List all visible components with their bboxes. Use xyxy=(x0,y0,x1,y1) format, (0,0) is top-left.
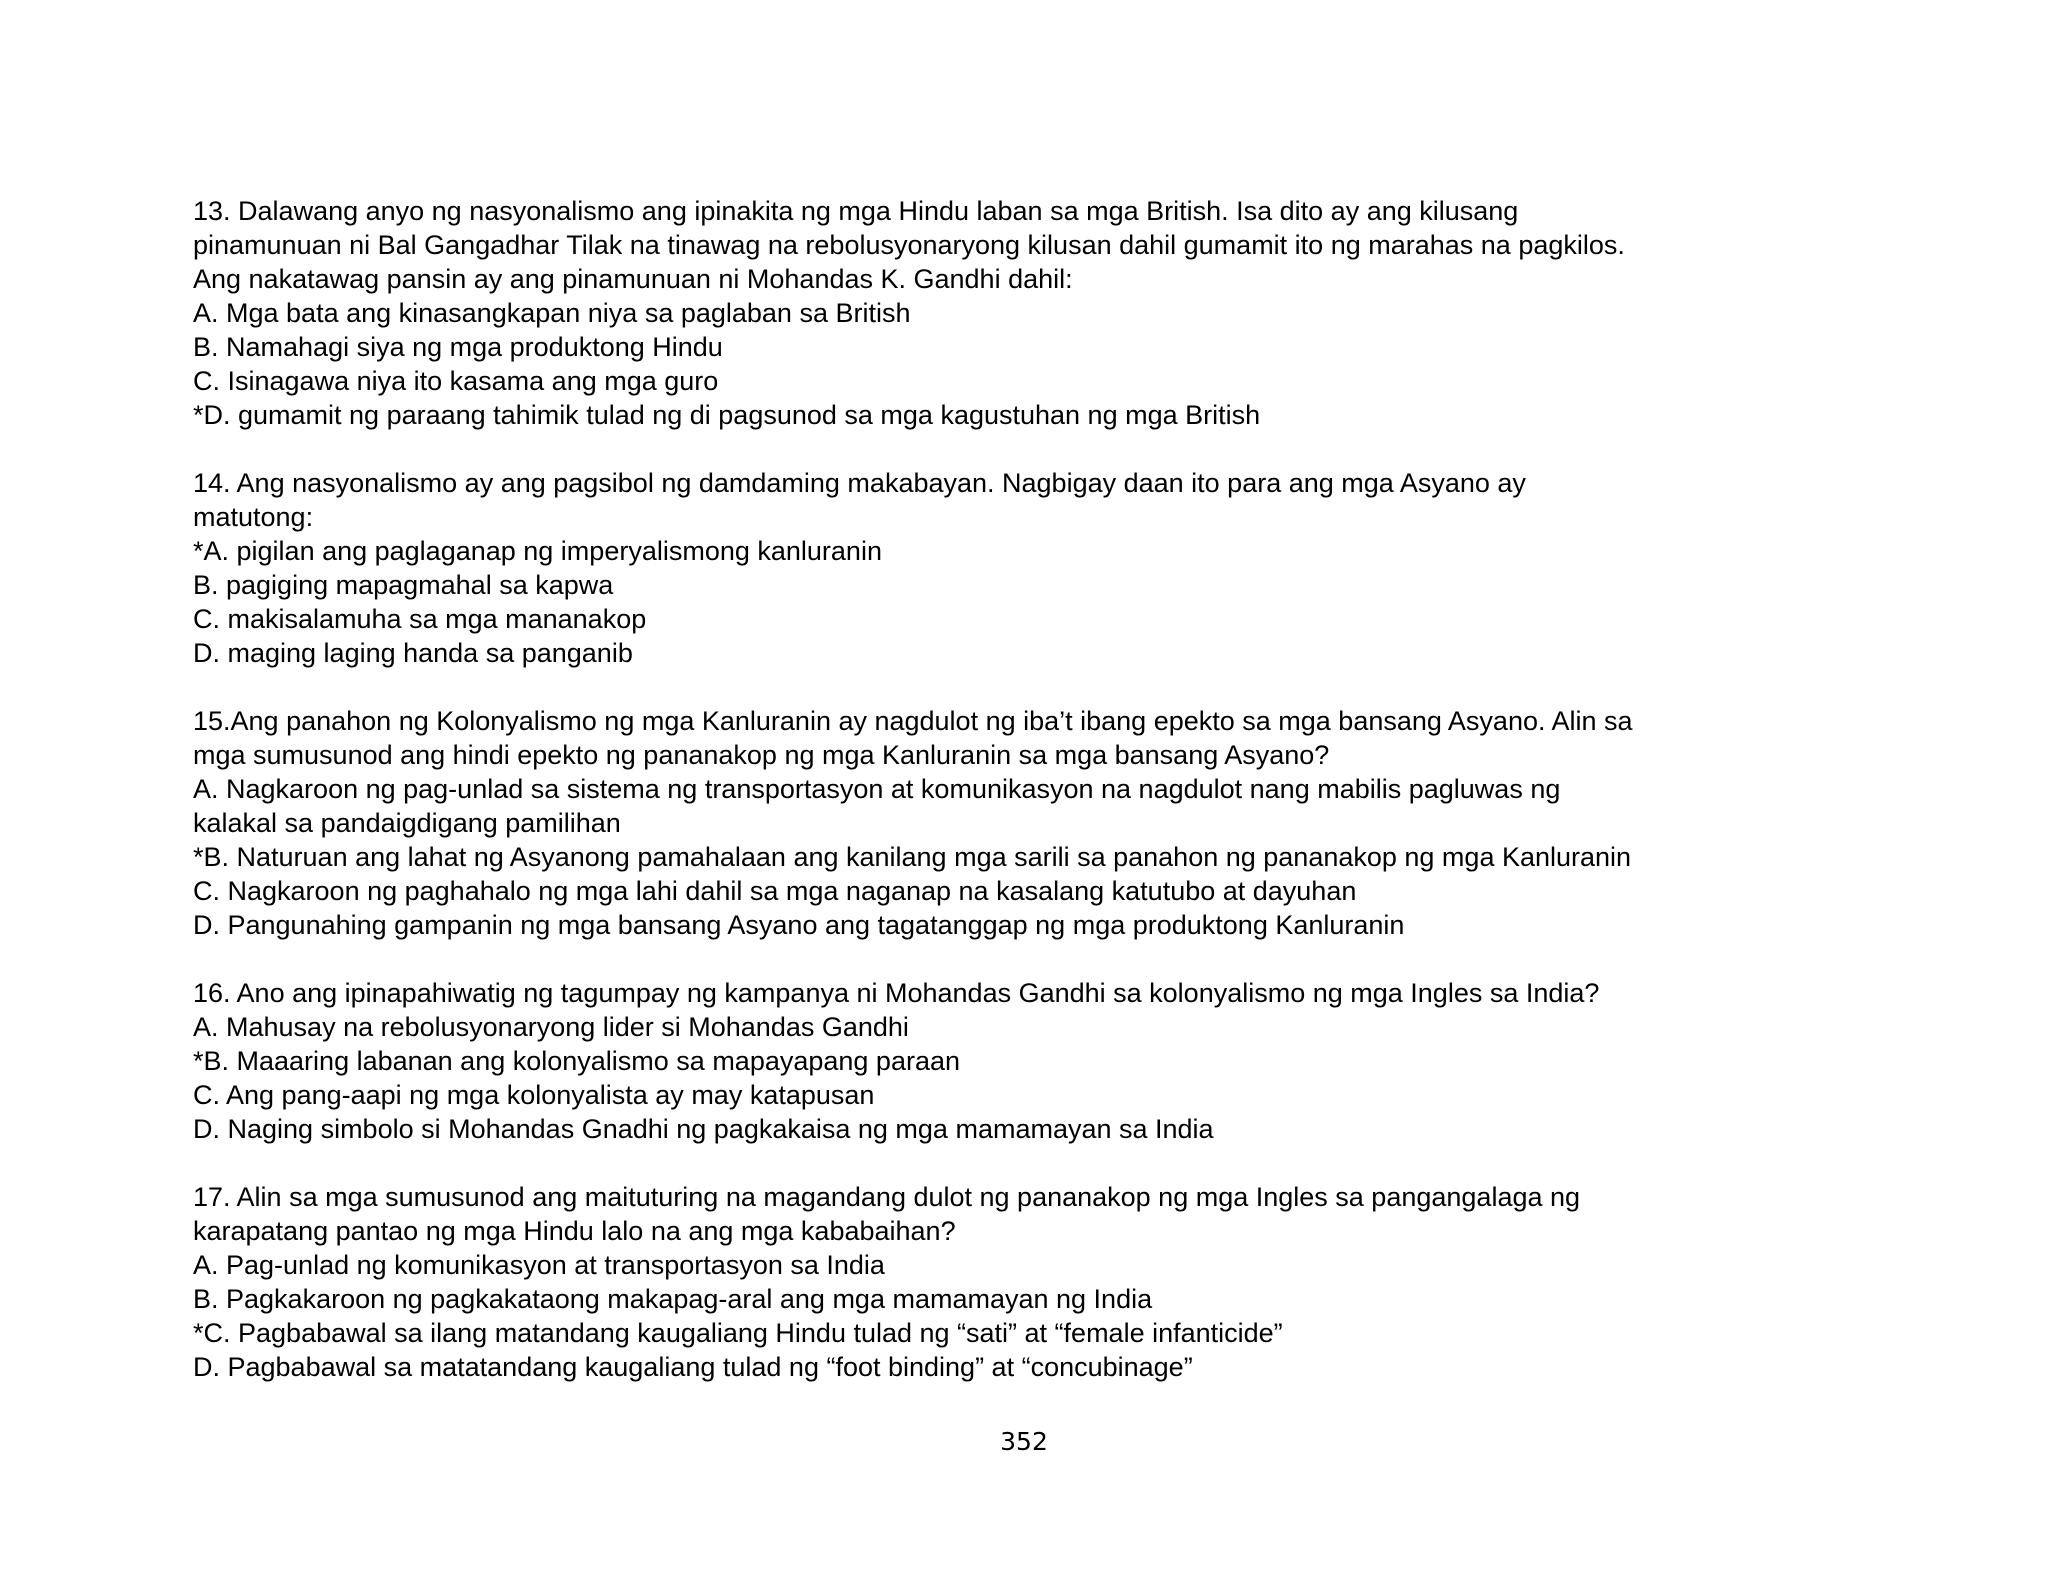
question-stem-line: mga sumusunod ang hindi epekto ng pananakop ng mga Kanluranin sa mga bansang Asyano? xyxy=(193,740,1330,770)
answer-choice-correct: *B. Maaaring labanan ang kolonyalismo sa mapayapang paraan xyxy=(193,1046,961,1076)
question-stem-line: 17. Alin sa mga sumusunod ang maituturing na magandang dulot ng pananakop ng mga Ingles sa pangangalaga ng xyxy=(193,1182,1581,1212)
question-stem-line: 13. Dalawang anyo ng nasyonalismo ang ipinakita ng mga Hindu laban sa mga British. Isa dito ay ang kilusang xyxy=(193,196,1519,226)
answer-choice: C. Isinagawa niya ito kasama ang mga guro xyxy=(193,366,719,396)
answer-choice-correct: *D. gumamit ng paraang tahimik tulad ng di pagsunod sa mga kagustuhan ng mga British xyxy=(193,400,1261,430)
question-stem-line: karapatang pantao ng mga Hindu lalo na ang mga kababaihan? xyxy=(193,1216,956,1246)
question-stem-line: matutong: xyxy=(193,502,314,532)
answer-choice: B. Pagkakaroon ng pagkakataong makapag-aral ang mga mamamayan ng India xyxy=(193,1284,1153,1314)
answer-choice: A. Pag-unlad ng komunikasyon at transportasyon sa India xyxy=(193,1250,885,1280)
answer-choice-continuation: kalakal sa pandaigdigang pamilihan xyxy=(193,808,621,838)
answer-choice: B. pagiging mapagmahal sa kapwa xyxy=(193,570,614,600)
answer-choice: D. Naging simbolo si Mohandas Gnadhi ng pagkakaisa ng mga mamamayan sa India xyxy=(193,1114,1214,1144)
answer-choice: C. makisalamuha sa mga mananakop xyxy=(193,604,647,634)
question-stem-line: 14. Ang nasyonalismo ay ang pagsibol ng damdaming makabayan. Nagbigay daan ito para ang mga Asyano ay xyxy=(193,468,1526,498)
answer-choice: D. Pangunahing gampanin ng mga bansang Asyano ang tagatanggap ng mga produktong Kanluranin xyxy=(193,910,1405,940)
question-14 xyxy=(193,466,1893,670)
answer-choice: D. Pagbabawal sa matatandang kaugaliang tulad ng “foot binding” at “concubinage” xyxy=(193,1352,1193,1382)
question-list xyxy=(193,194,1893,1418)
question-stem-line: 16. Ano ang ipinapahiwatig ng tagumpay ng kampanya ni Mohandas Gandhi sa kolonyalismo ng mga Ingles sa India? xyxy=(193,978,1600,1008)
answer-choice: C. Nagkaroon ng paghahalo ng mga lahi dahil sa mga naganap na kasalang katutubo at dayuhan xyxy=(193,876,1357,906)
question-stem-line: pinamunuan ni Bal Gangadhar Tilak na tinawag na rebolusyonaryong kilusan dahil gumamit ito ng marahas na pagkilos. xyxy=(193,230,1625,260)
question-stem-line: 15.Ang panahon ng Kolonyalismo ng mga Kanluranin ay nagdulot ng iba’t ibang epekto sa mga bansang Asyano. Alin sa xyxy=(193,706,1633,736)
answer-choice: D. maging laging handa sa panganib xyxy=(193,638,633,668)
question-16 xyxy=(193,976,1893,1146)
answer-choice: C. Ang pang-aapi ng mga kolonyalista ay may katapusan xyxy=(193,1080,875,1110)
question-17 xyxy=(193,1180,1893,1384)
question-13 xyxy=(193,194,1893,432)
answer-choice: A. Mahusay na rebolusyonaryong lider si Mohandas Gandhi xyxy=(193,1012,909,1042)
answer-choice: B. Namahagi siya ng mga produktong Hindu xyxy=(193,332,723,362)
answer-choice-correct: *B. Naturuan ang lahat ng Asyanong pamahalaan ang kanilang mga sarili sa panahon ng pananakop ng mga Kanluranin xyxy=(193,842,1632,872)
question-15 xyxy=(193,704,1893,942)
question-stem-line: Ang nakatawag pansin ay ang pinamunuan ni Mohandas K. Gandhi dahil: xyxy=(193,264,1073,294)
answer-choice: A. Mga bata ang kinasangkapan niya sa paglaban sa British xyxy=(193,298,911,328)
page-number: 352 xyxy=(1000,1427,1048,1456)
answer-choice-correct: *A. pigilan ang paglaganap ng imperyalismong kanluranin xyxy=(193,536,882,566)
answer-choice: A. Nagkaroon ng pag-unlad sa sistema ng transportasyon at komunikasyon na nagdulot nang mabilis pagluwas ng xyxy=(193,774,1561,804)
answer-choice-correct: *C. Pagbabawal sa ilang matandang kaugaliang Hindu tulad ng “sati” at “female infanticide” xyxy=(193,1318,1283,1348)
